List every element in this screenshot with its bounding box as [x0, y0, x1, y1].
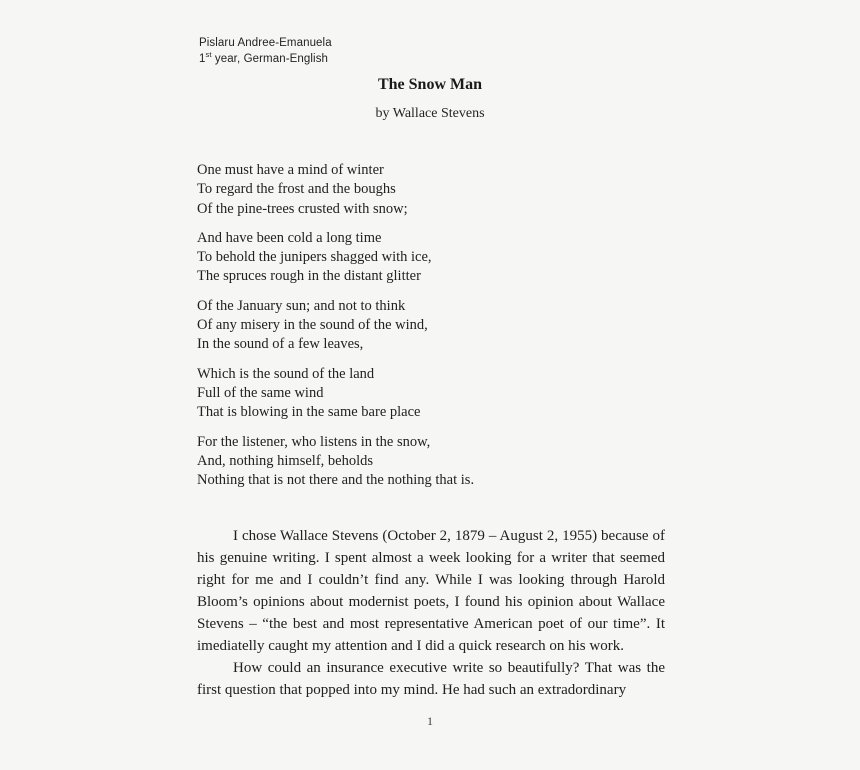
poem-line: One must have a mind of winter [197, 162, 384, 178]
poem-stanza [197, 433, 474, 491]
poem-stanza [197, 229, 474, 287]
poem-line: In the sound of a few leaves, [197, 336, 364, 353]
student-year [199, 49, 332, 68]
poem-line: Of any misery in the sound of the wind, [197, 317, 428, 334]
poem-text [197, 161, 474, 500]
essay-paragraph: I chose Wallace Stevens (October 2, 1879 – August 2, 1955) because of his genuine writing. I spent almost a week looking for a writer that seemed right for me and I couldn’t find any. While I was looking through Harold Bloom’s opinions about modernist poets, I found his opinion about Wallace Stevens – “the best and most representative American poet of our time”. It imediatelly caught my attention and I did a quick research on his work. [197, 528, 665, 654]
poem-stanza [197, 297, 474, 355]
student-name: Pislaru Andree-Emanuela [199, 37, 332, 49]
year-ordinal-suffix: st [205, 49, 212, 59]
student-info [199, 36, 332, 67]
poem-line: To regard the frost and the boughs [197, 181, 396, 198]
poem-line: To behold the junipers shagged with ice, [197, 249, 432, 266]
essay-paragraph: How could an insurance executive write so beautifully? That was the first question that popped into my mind. He had such an extradordinary [197, 660, 665, 698]
poem-byline: by Wallace Stevens [375, 106, 485, 121]
poem-title: The Snow Man [377, 76, 483, 93]
poem-stanza [197, 365, 474, 423]
page-number: 1 [427, 714, 433, 728]
poem-line: Which is the sound of the land [197, 365, 375, 382]
poem-line: And have been cold a long time [197, 229, 382, 246]
poem-stanza [197, 161, 474, 219]
year-description: year, German-English [211, 52, 329, 65]
essay-body [197, 525, 665, 701]
poem-line: The spruces rough in the distant glitter [197, 268, 421, 285]
poem-line: That is blowing in the same bare place [197, 404, 421, 421]
poem-line: Of the January sun; and not to think [197, 297, 406, 314]
year-number: 1 [199, 52, 206, 65]
poem-line: Of the pine-trees crusted with snow; [197, 200, 408, 217]
poem-line: For the listener, who listens in the snow, [197, 433, 431, 450]
poem-line: Full of the same wind [197, 384, 324, 401]
poem-line: Nothing that is not there and the nothing that is. [197, 472, 475, 489]
poem-line: And, nothing himself, beholds [197, 452, 374, 469]
